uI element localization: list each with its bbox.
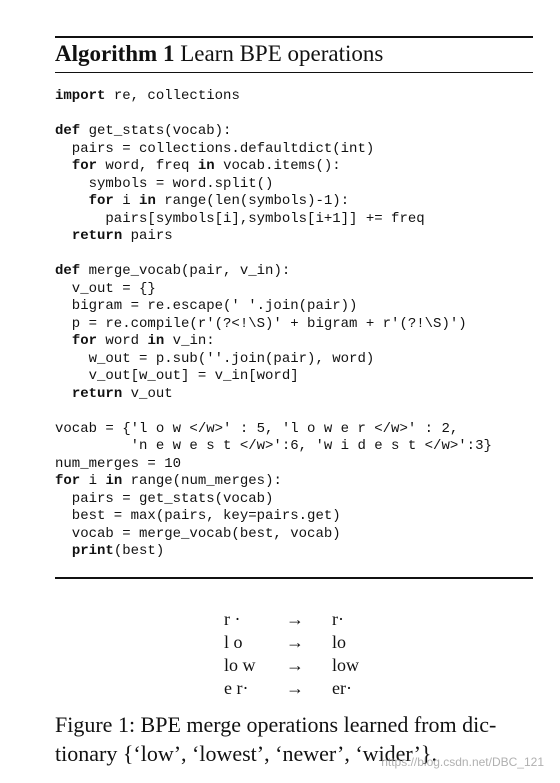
code-line (55, 123, 492, 141)
arrow-icon: → (286, 655, 304, 675)
merge-row (224, 654, 392, 677)
code-text: num_merges = 10 (55, 455, 182, 472)
code-text: pairs (122, 228, 173, 244)
algorithm-bottom-rule (55, 577, 533, 579)
code-text: vocab = {'l o w </w>' : 5, 'l o w e r </w>' : 2, (55, 420, 459, 437)
code-text: i (113, 193, 140, 209)
code-line (55, 386, 492, 404)
code-line (55, 141, 492, 159)
code-line (55, 508, 492, 526)
merge-from: l o (224, 632, 243, 652)
code-text: vocab.items(): (214, 158, 341, 174)
merge-from: lo w (224, 655, 256, 675)
merge-operations-table (224, 608, 392, 700)
code-text (55, 193, 89, 209)
code-text: vocab = merge_vocab(best, vocab) (55, 525, 341, 542)
code-text: get_stats(vocab): (80, 123, 232, 139)
code-keyword: in (197, 158, 215, 174)
arrow-icon: → (286, 609, 304, 629)
code-text: v_out[w_out] = v_in[word] (55, 368, 299, 384)
merge-from: e r· (224, 678, 249, 698)
algorithm-top-rule (55, 36, 533, 38)
code-keyword: def (55, 263, 81, 279)
algorithm-title: Learn BPE operations (180, 41, 384, 66)
code-text: best = max(pairs, key=pairs.get) (55, 508, 341, 524)
algorithm-label: Algorithm 1 (55, 41, 175, 66)
code-text: symbols = word.split() (55, 175, 274, 192)
code-keyword: return (71, 385, 123, 402)
code-text: pairs[symbols[i],symbols[i+1]] += freq (55, 210, 425, 227)
code-line (55, 333, 492, 351)
code-text: word, freq (97, 158, 198, 174)
merge-from: r · (224, 609, 241, 629)
code-text (55, 158, 72, 174)
code-line (55, 403, 492, 421)
watermark: https://blog.csdn.net/DBC_121 (381, 755, 544, 769)
code-text: p = re.compile(r'(?<!\S)' + bigram + r'(?!\S)') (55, 315, 467, 332)
caption-line-1: Figure 1: BPE merge operations learned from dic- (55, 712, 497, 737)
code-line (55, 228, 492, 246)
algorithm-heading (55, 40, 383, 68)
code-text (55, 228, 72, 244)
merge-row (224, 677, 392, 700)
merge-row (224, 608, 392, 631)
merge-to: r· (332, 609, 344, 629)
code-line (55, 176, 492, 194)
code-line (55, 88, 492, 106)
code-line (55, 316, 492, 334)
code-line (55, 158, 492, 176)
code-line (55, 491, 492, 509)
arrow-icon: → (286, 678, 304, 698)
arrow-icon: → (286, 632, 304, 652)
code-text: i (80, 473, 106, 489)
code-text: 'n e w e s t </w>':6, 'w i d e s t </w>':3} (55, 438, 492, 454)
code-line (55, 193, 492, 211)
merge-to: er· (332, 678, 352, 698)
code-listing (55, 88, 492, 561)
code-keyword: for (55, 473, 81, 489)
code-line (55, 456, 492, 474)
code-keyword: in (105, 473, 123, 489)
caption-line-2: tionary {‘low’, ‘lowest’, ‘newer’, ‘wider’}. (55, 741, 437, 766)
code-text (55, 333, 72, 349)
code-text: v_out (122, 385, 173, 402)
code-line (55, 368, 492, 386)
merge-row (224, 631, 392, 654)
code-keyword: for (88, 193, 114, 209)
code-keyword: in (147, 333, 165, 349)
merge-to: lo (332, 632, 347, 652)
code-keyword: for (71, 158, 98, 174)
code-keyword: in (139, 193, 156, 209)
code-text: re, collections (105, 88, 240, 104)
code-line (55, 526, 492, 544)
code-line (55, 281, 492, 299)
code-text: bigram = re.escape(' '.join(pair)) (55, 298, 358, 314)
code-text: v_out = {} (55, 280, 156, 297)
code-text: word (97, 333, 148, 349)
code-line (55, 421, 492, 439)
code-line (55, 438, 492, 456)
code-text: pairs = collections.defaultdict(int) (55, 140, 375, 157)
code-text (55, 386, 72, 402)
code-line (55, 246, 492, 264)
code-text: w_out = p.sub(''.join(pair), word) (55, 350, 375, 367)
code-keyword: import (55, 88, 106, 104)
code-line (55, 543, 492, 561)
code-text: pairs = get_stats(vocab) (55, 490, 274, 507)
code-text: merge_vocab(pair, v_in): (80, 263, 291, 279)
code-text: v_in: (164, 333, 215, 349)
merge-to: low (332, 655, 359, 675)
code-line (55, 211, 492, 229)
code-keyword: for (71, 333, 98, 349)
code-line (55, 263, 492, 281)
algorithm-header-rule (55, 72, 533, 73)
code-text: range(len(symbols)-1): (155, 193, 350, 209)
code-line (55, 351, 492, 369)
code-text: (best) (113, 543, 165, 559)
code-keyword: def (55, 123, 81, 139)
code-text (55, 543, 72, 559)
code-line (55, 473, 492, 491)
code-keyword: print (71, 543, 114, 559)
code-line (55, 298, 492, 316)
code-keyword: return (71, 228, 123, 244)
code-line (55, 106, 492, 124)
code-text: range(num_merges): (122, 473, 282, 489)
